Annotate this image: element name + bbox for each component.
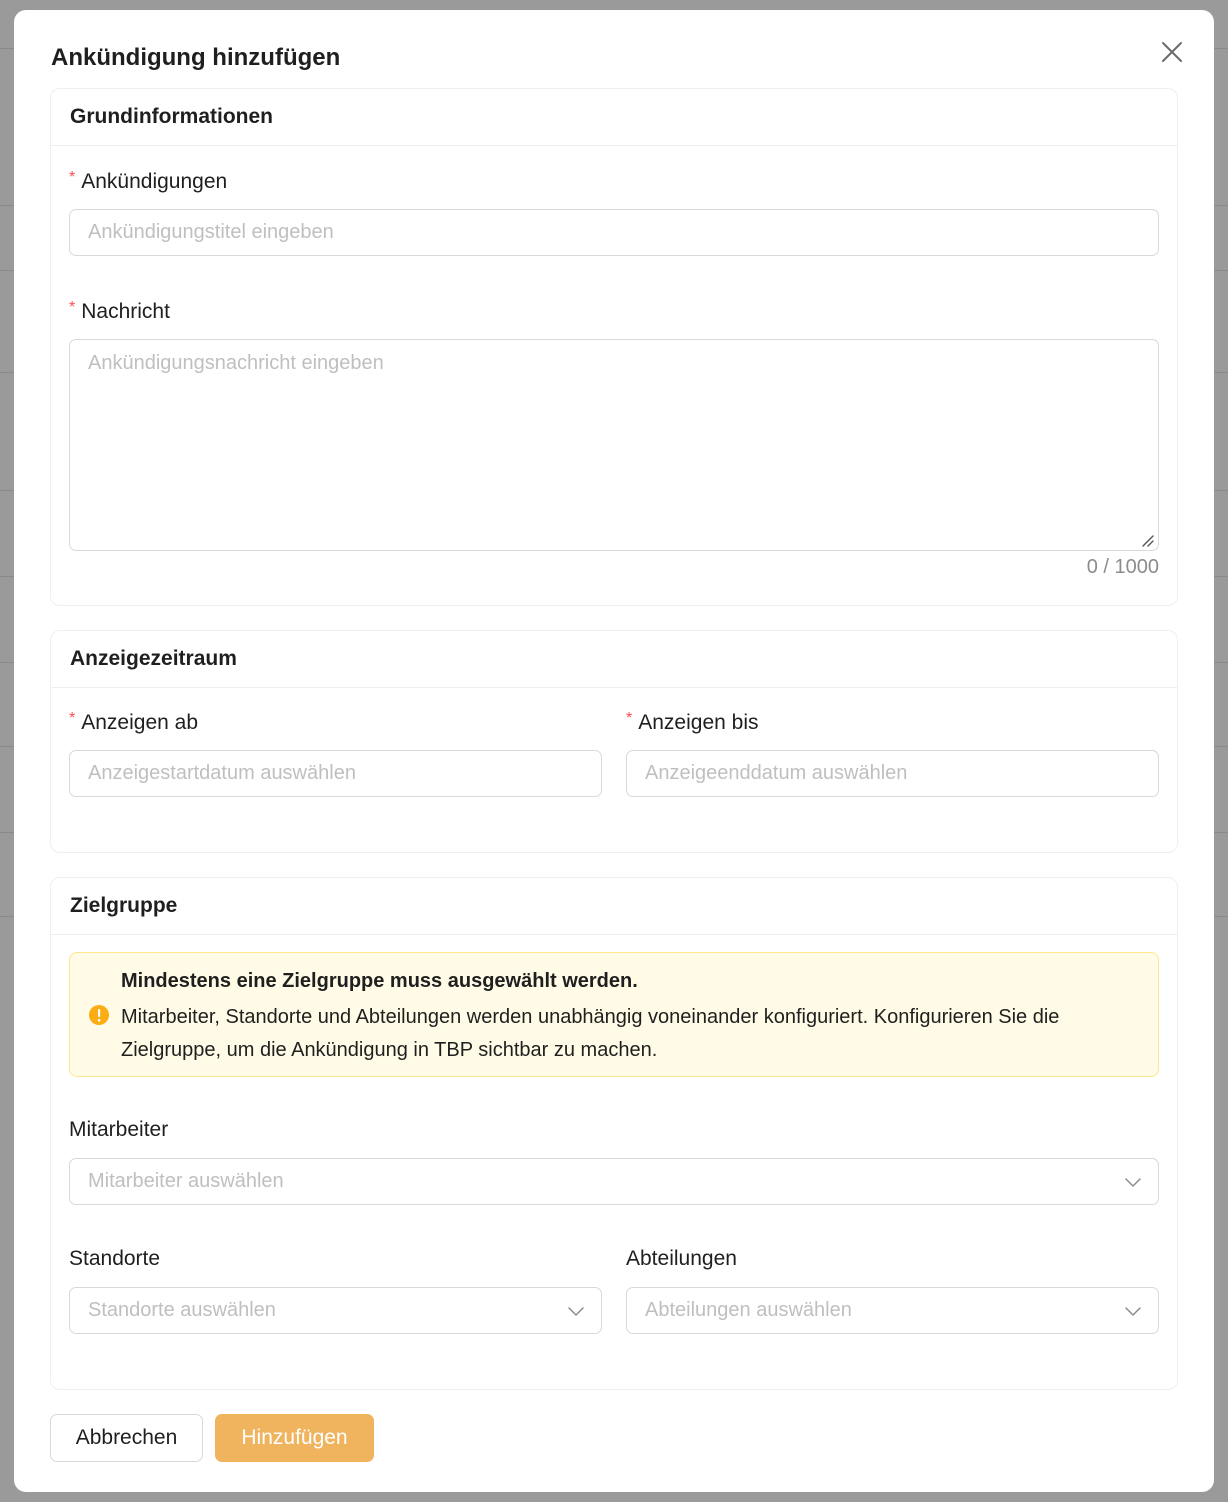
basic-info-card [50, 88, 1178, 606]
message-label-text: Nachricht [81, 300, 170, 323]
target-group-heading: Zielgruppe [51, 878, 1177, 935]
display-period-card [50, 630, 1178, 853]
warning-text: Mitarbeiter, Standorte und Abteilungen werden unabhängig voneinander konfiguriert. Konfigurieren Sie die Zielgruppe, um die Ankündigung in TBP sichtbar zu machen. [121, 1006, 1060, 1061]
start-date-placeholder: Anzeigestartdatum auswählen [88, 762, 356, 784]
chevron-down-icon [1124, 1173, 1142, 1191]
display-period-heading: Anzeigezeitraum [51, 631, 1177, 688]
message-textarea[interactable] [69, 339, 1159, 551]
target-group-card [50, 877, 1178, 1390]
employees-select[interactable] [69, 1158, 1159, 1205]
cancel-button[interactable]: Abbrechen [50, 1414, 203, 1462]
departments-label: Abteilungen [626, 1247, 737, 1270]
message-label [69, 300, 170, 324]
employees-label: Mitarbeiter [69, 1118, 169, 1141]
warning-title: Mindestens eine Zielgruppe muss ausgewählt werden. [121, 970, 638, 992]
locations-placeholder: Standorte auswählen [88, 1299, 276, 1321]
title-input-placeholder: Ankündigungstitel eingeben [88, 221, 334, 243]
departments-select[interactable] [626, 1287, 1159, 1334]
resize-handle-icon[interactable] [1140, 533, 1154, 547]
warning-icon [88, 1004, 110, 1026]
chevron-down-icon [1124, 1302, 1142, 1320]
char-counter: 0 / 1000 [1086, 556, 1159, 578]
chevron-down-icon [567, 1302, 585, 1320]
add-announcement-dialog [14, 10, 1214, 1492]
locations-select[interactable] [69, 1287, 602, 1334]
departments-placeholder: Abteilungen auswählen [645, 1299, 852, 1321]
end-date-label [626, 711, 758, 735]
required-marker: * [69, 710, 76, 727]
start-date-picker[interactable] [69, 750, 602, 797]
start-date-label-text: Anzeigen ab [81, 711, 198, 734]
close-button[interactable] [1158, 38, 1186, 66]
locations-label: Standorte [69, 1247, 161, 1270]
add-button[interactable]: Hinzufügen [215, 1414, 374, 1462]
close-icon [1161, 41, 1183, 63]
end-date-label-text: Anzeigen bis [638, 711, 759, 734]
required-marker: * [69, 169, 76, 186]
required-marker: * [626, 710, 633, 727]
message-textarea-placeholder: Ankündigungsnachricht eingeben [88, 352, 384, 374]
employees-placeholder: Mitarbeiter auswählen [88, 1170, 284, 1192]
start-date-label [69, 711, 198, 735]
end-date-picker[interactable] [626, 750, 1159, 797]
target-group-warning [69, 952, 1159, 1077]
dialog-title: Ankündigung hinzufügen [51, 44, 341, 71]
title-label-text: Ankündigungen [81, 170, 228, 193]
title-label [69, 170, 227, 194]
title-input[interactable] [69, 209, 1159, 256]
end-date-placeholder: Anzeigeenddatum auswählen [645, 762, 908, 784]
required-marker: * [69, 299, 76, 316]
basic-info-heading: Grundinformationen [51, 89, 1177, 146]
